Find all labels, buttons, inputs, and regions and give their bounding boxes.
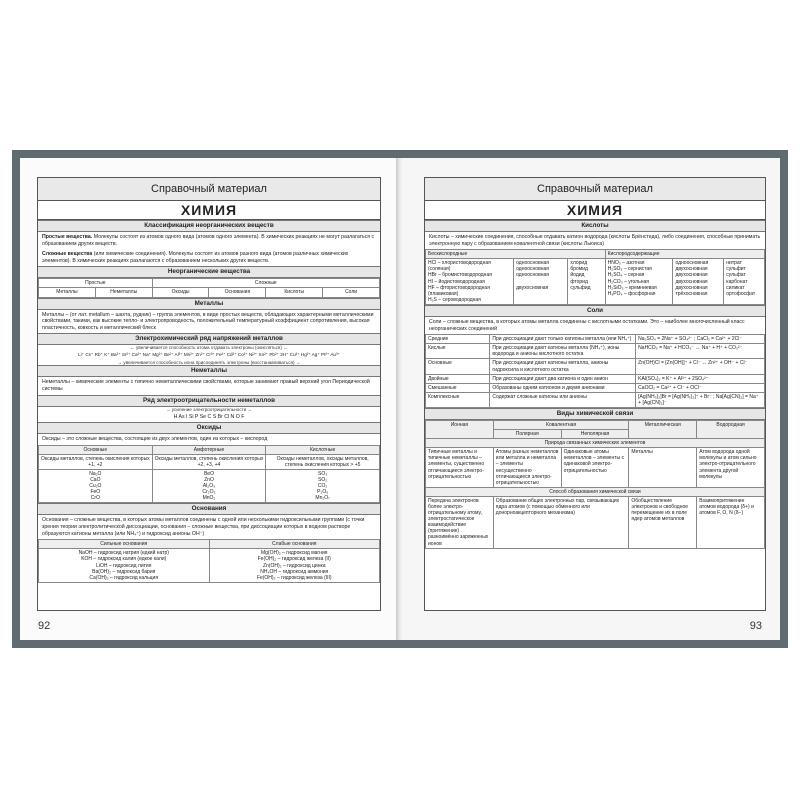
basicity: двухосновная	[516, 284, 549, 291]
right-sheet	[424, 177, 766, 611]
oxide-list	[152, 470, 266, 503]
salts-text: Соли – сложные вещества, в которых атомы металла соединены с кислотными остатками. Это – наиболее многочисленный класс неорганических соединений	[429, 318, 745, 332]
arrow-caption: → увеличивается способность иона присоединять электроны (восстанавливаться) →	[117, 360, 301, 366]
salt-type: Смешанные	[426, 383, 490, 392]
formula: CO₂	[317, 483, 328, 490]
acids-group-head: Бескислородные	[426, 250, 606, 259]
acid-name: H₃PO₄ – фосфорная	[607, 290, 656, 297]
formula: Na₂O	[89, 471, 102, 477]
acids-text: Кислоты – химические соединения, способные отдавать катион водорода (кислоты Брёнстеда), либо соединения, способные принимать электронную пару с образованием ковалентной связи (кислоты Льюиса)	[429, 234, 761, 247]
bond-nature: Атом водорода одной молекулы и атом сильно электро-отрицательного элемента другой молекулы	[697, 448, 765, 488]
salt-example: KAl(SO₄)₂ = K⁺ + Al³⁺ + 2SO₄²⁻	[636, 374, 765, 383]
salt-desc: При диссоциации дают катионы металла (NH₄⁺), ионы водорода и анионы кислотного остатка	[490, 344, 636, 359]
oxides-text: Оксиды – это сложные вещества, состоящие из двух элементов, один из которых – кислород	[42, 436, 268, 443]
acid-salts	[724, 259, 765, 305]
salt-name: сульфит	[726, 266, 746, 273]
salt-name: фторид	[570, 278, 588, 285]
bond-subtype: Неполярная	[561, 430, 629, 439]
salt-name: йодид	[570, 272, 585, 279]
bases-table	[38, 539, 380, 583]
base-item: LiOH – гидроксид лития	[96, 562, 152, 569]
salt-desc: Содержат сложные катионы или анионы	[490, 392, 636, 407]
table-row	[426, 359, 765, 374]
bond-method: Передача электронов более электро-отрицательному атому, электростатическое взаимодействие (притяжение) разноимённо заряженных ионов	[426, 496, 494, 548]
acid-basicity	[514, 259, 568, 305]
oxide-list	[39, 470, 153, 503]
bond-nature: Одинаковые атомы неметаллов – элементы с одинаковой электро-отрицательностью	[561, 448, 629, 488]
salt-desc: Образованы одним катионом и двумя анионами	[490, 383, 636, 392]
section-title: Ряд электроотрицательности неметаллов	[38, 395, 380, 407]
section-title: Неорганические вещества	[38, 266, 380, 278]
section-title: Соли	[425, 305, 765, 317]
basicity: двухосновная	[675, 266, 708, 273]
section-title: Основания	[38, 503, 380, 515]
bond-nature: Типичные металлы и типичные неметаллы – элементы, существенно отличающиеся электро-отрицательностью	[426, 448, 494, 488]
subject-title: ХИМИЯ	[425, 201, 765, 220]
table-row	[426, 383, 765, 392]
basicity: одноосновная	[516, 266, 549, 273]
table-row	[426, 392, 765, 407]
bonds-table	[425, 420, 765, 549]
salt-desc: При диссоциации дают катионы металла, анионы гидроксила и кислотного остатка	[490, 359, 636, 374]
bases-head: Слабые основания	[209, 540, 380, 549]
page-number: 92	[38, 620, 51, 632]
section-title: Неметаллы	[38, 365, 380, 377]
bond-method: Взаимопритяжение атомов водорода (δ+) и атомов F, O, N (δ−)	[697, 496, 765, 548]
acid-name: HCl – хлористоводородная (соляная)	[428, 260, 491, 273]
base-item: NaOH – гидроксид натрия (едкий натр)	[78, 550, 169, 557]
section-title: Металлы	[38, 298, 380, 310]
paragraph-simple	[38, 232, 380, 249]
section-title: Классификация неорганических веществ	[38, 220, 380, 232]
salt-example: CaOCl₂ = Ca²⁺ + Cl⁻ + OCl⁻	[636, 383, 765, 392]
class-cell: Неметаллы	[95, 288, 152, 297]
salt-example: [Ag(NH₃)₂]Br = [Ag(NH₃)₂]⁺ + Br⁻ ; Na[Ag(CN)₂] = Na⁺ + [Ag(CN)₂]⁻	[636, 392, 765, 407]
salt-name: хлорид	[570, 260, 588, 267]
acid-name: HBr – бромистоводородная	[428, 272, 492, 279]
formula: Al₂O₃	[202, 483, 216, 490]
base-item: Mg(OH)₂ – гидроксид магния	[260, 550, 328, 557]
salt-desc: При диссоциации дают два катиона и один анион	[490, 374, 636, 383]
base-item: NH₄OH – гидроксид аммония	[260, 568, 329, 575]
bases-list	[39, 549, 210, 582]
formula: FeO	[90, 489, 101, 496]
basicity: двухосновная	[675, 272, 708, 279]
group-cell: Простые	[39, 279, 153, 288]
acids-group-head: Кислородсодержащие	[605, 250, 764, 259]
salt-name: силикат	[726, 284, 745, 291]
salt-name: сульфат	[726, 272, 746, 279]
base-item: Fe(OH)₃ – гидроксид железа (III)	[256, 574, 332, 581]
oxides-table	[38, 445, 380, 504]
basicity: двухосновная	[675, 278, 708, 285]
term: Сложные вещества	[42, 251, 93, 258]
subject-title: ХИМИЯ	[38, 201, 380, 220]
salt-type: Комплексные	[426, 392, 490, 407]
section-title: Оксиды	[38, 422, 380, 434]
arrow-caption: → усиление электроотрицательности →	[165, 406, 253, 412]
acid-name: HNO₃ – азотная	[607, 260, 645, 267]
salt-name: карбонат	[726, 278, 748, 285]
acid-name: HF – фтористоводородная (плавиковая)	[428, 284, 490, 297]
base-item: Ba(OH)₂ – гидроксид бария	[92, 568, 156, 575]
formula: SO₂	[318, 477, 328, 484]
oxide-head: Амфотерные	[152, 445, 266, 454]
acid-names	[426, 259, 514, 305]
oxide-list	[266, 470, 380, 503]
bond-method: Образование общих электронных пар, связывающих ядра атомов (с помощью обменного или донорноакцепторного механизма)	[493, 496, 629, 548]
base-item: Zn(OH)₂ – гидроксид цинка	[262, 562, 326, 569]
base-item: Ca(OH)₂ – гидроксид кальция	[89, 574, 159, 581]
salt-name: ортофосфат	[726, 290, 756, 297]
salts-table	[425, 334, 765, 408]
oxide-head: Основные	[39, 445, 153, 454]
acid-name: H₂S – сероводородная	[428, 296, 481, 303]
acid-name: HI – йодистоводородная	[428, 278, 485, 285]
acid-name: H₂CO₃ – угольная	[607, 278, 649, 285]
formula: CaO	[90, 477, 101, 484]
acid-names	[605, 259, 673, 305]
formula: CrO	[90, 495, 100, 502]
section-title: Кислоты	[425, 220, 765, 232]
salt-name: сульфид	[570, 284, 591, 291]
salt-desc: При диссоциации дают только катионы металла (или NH₄⁺)	[490, 335, 636, 344]
bond-type: Ковалентная	[493, 420, 629, 429]
inorganic-table	[38, 278, 380, 297]
class-cell: Металлы	[39, 288, 96, 297]
bond-type: Ионная	[426, 420, 494, 438]
term: Простые вещества.	[42, 234, 93, 240]
formula: Cu₂O	[89, 483, 102, 490]
class-cell: Соли	[323, 288, 380, 297]
basicity: двухосновная	[675, 284, 708, 291]
acid-name: H₂SiO₃ – кремниевая	[607, 284, 657, 291]
salt-name: бромид	[570, 266, 588, 273]
basicity: одноосновная	[516, 260, 549, 267]
paragraph-complex	[38, 249, 380, 266]
section-title: Электрохимический ряд напряжений металлов	[38, 333, 380, 345]
table-row	[426, 335, 765, 344]
bases-text: Основания – сложные вещества, в которых атомы металлов соединены с одной или несколькими гидроксильными группами (с точки зрения теории электролитической диссоциации, основания – сложные вещества, при диссоциации которых в водном растворе образуются катионы металла (или NH₄⁺) и гидроксид анионы OH⁻)	[42, 517, 365, 537]
oxide-sub: Оксиды неметаллов, оксиды металлов, степень окисления которых > +5	[266, 454, 380, 469]
basicity: одноосновная	[675, 260, 709, 267]
bond-type: Металлическая	[629, 420, 697, 438]
class-cell: Кислоты	[266, 288, 323, 297]
acids-table	[425, 249, 765, 305]
table-row	[426, 374, 765, 383]
salt-type: Двойные	[426, 374, 490, 383]
section-title: Виды химической связи	[425, 408, 765, 420]
electrochem-series: Li⁺ Cs⁺ Rb⁺ K⁺ Ba²⁺ Sr²⁺ Ca²⁺ Na⁺ Mg²⁺ Be²⁺ Al³⁺ Mn²⁺ Zn²⁺ Cr³⁺ Fe²⁺ Cd²⁺ Co²⁺ Ni²⁺ Sn²⁺ Pb²⁺ 2H⁺ Cu²⁺ Hg²⁺ Ag⁺ Pt²⁺ Au³⁺	[78, 352, 340, 358]
group-cell: Сложные	[152, 279, 379, 288]
acid-basicity	[673, 259, 724, 305]
formula: BeO	[203, 471, 214, 477]
table-row	[426, 344, 765, 359]
formula: P₂O₅	[317, 489, 329, 496]
nonmetals-text: Неметаллы – химические элементы с типично неметаллическими свойствами, которые занимают правый верхний угол Периодической системы	[42, 379, 370, 392]
salt-type: Средние	[426, 335, 490, 344]
left-page	[20, 158, 398, 640]
salt-type: Кислые	[426, 344, 490, 359]
page-header: Справочный материал	[38, 178, 380, 201]
class-cell: Оксиды	[152, 288, 209, 297]
arrow-caption: ← увеличивается способность атома отдавать электроны (окисляться) ←	[130, 345, 288, 351]
definition: Молекулы состоят из атомов одного вида (атомов одного элемента). В химических реакциях не могут разлагаться с образованием других веществ.	[42, 234, 375, 247]
acid-name: H₂SO₄ – серная	[607, 272, 645, 279]
basicity: трёхосновная	[675, 290, 708, 297]
base-item: Fe(OH)₂ – гидроксид железа (II)	[257, 556, 331, 563]
bases-head: Сильные основания	[39, 540, 210, 549]
basicity: одноосновная	[516, 272, 549, 279]
page-number: 93	[749, 620, 762, 632]
class-cell: Основания	[209, 288, 266, 297]
bond-nature: Атомы разных неметаллов или металла и неметалла – элементы несущественно отличающиеся электро-отрицательностью	[493, 448, 561, 488]
acid-salts	[568, 259, 605, 305]
salt-type: Основные	[426, 359, 490, 374]
definition: (или химические соединения). Молекулы состоят из атомов разного вида (атомов различных химических элементов). В химических реакциях разлагаются с образованием нескольких других веществ.	[42, 251, 349, 264]
salt-example: Na₂SO₄ = 2Na⁺ + SO₄²⁻ ; CaCl₂ = Ca²⁺ + 2Cl⁻	[636, 335, 765, 344]
bases-list	[209, 549, 380, 582]
bond-method: Обобществление электронов и свободное перемещение их в поле ядер атомов металлов	[629, 496, 697, 548]
oxide-head: Кислотные	[266, 445, 380, 454]
metals-text: Металлы – (от лат. metallum – шахта, рудник) – группа элементов, в виде простых веществ, обладающих характерными металлическими свойствами, такими, как высокие тепло- и электропроводность, положительный температурный коэффициент сопротивления, высокая пластичность, ковкость и металлический блеск	[42, 311, 374, 331]
bond-nature: Металлы	[629, 448, 697, 488]
bond-subtype: Полярная	[493, 430, 561, 439]
formula: SO₃	[318, 471, 328, 477]
left-sheet	[37, 177, 381, 611]
electroneg-series: H As I Si P Se C S Br Cl N O F	[173, 413, 245, 420]
page-header: Справочный материал	[425, 178, 765, 201]
salt-name: нитрат	[726, 260, 742, 267]
oxide-sub: Оксиды металлов, степень окисления которых +2, +3, +4	[152, 454, 266, 469]
formula: Cr₂O₃	[202, 489, 216, 496]
formula: MnO₂	[202, 495, 216, 502]
base-item: KOH – гидроксид калия (едкое кали)	[81, 556, 167, 563]
salt-example: Zn(OH)Cl = [Zn(OH)]⁺ + Cl⁻ ↔ Zn²⁺ + OH⁻ + Cl⁻	[636, 359, 765, 374]
bonds-row-head: Способ образования химической связи	[426, 487, 765, 496]
acid-name: H₂SO₃ – сернистая	[607, 266, 652, 273]
bond-type: Водородная	[697, 420, 765, 438]
bonds-row-head: Природа связанных химических элементов	[426, 439, 765, 448]
right-page	[402, 158, 780, 640]
salt-example: NaHCO₃ = Na⁺ + HCO₃⁻ ↔ Na⁺ + H⁺ + CO₃²⁻	[636, 344, 765, 359]
oxide-sub: Оксиды металлов, степень окисления которых +1, +2	[39, 454, 153, 469]
formula: ZnO	[204, 477, 214, 484]
formula: Mn₂O₇	[315, 495, 330, 502]
